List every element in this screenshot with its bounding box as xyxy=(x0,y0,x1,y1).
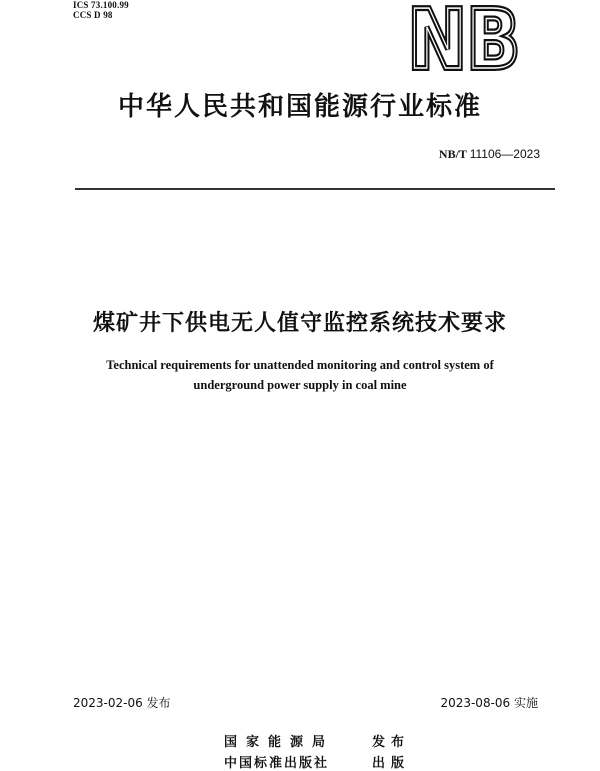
ics-code: ICS 73.100.99 xyxy=(73,0,129,10)
issuer-action: 发布 xyxy=(372,735,411,750)
publisher-name: 中国标准出版社 xyxy=(224,756,330,771)
standard-number xyxy=(439,147,540,162)
header-divider xyxy=(75,188,555,190)
issuer-name: 国家能源局 xyxy=(224,735,335,750)
nb-logo xyxy=(406,2,522,74)
organization-title: 中华人民共和国能源行业标准 xyxy=(117,92,482,122)
publisher-action: 出版 xyxy=(372,756,411,771)
implementation-date: 2023-08-06 实施 xyxy=(440,696,538,710)
title-english-line1: Technical requirements for unattended monitoring and control system of xyxy=(106,358,494,372)
title-english-line2: underground power supply in coal mine xyxy=(193,378,407,392)
standard-number-value: 11106—2023 xyxy=(469,147,540,161)
nb-logo-text: NB xyxy=(408,2,520,74)
title-chinese: 煤矿井下供电无人值守监控系统技术要求 xyxy=(92,311,507,336)
nb-logo-inline: NB xyxy=(408,2,520,74)
ccs-code: CCS D 98 xyxy=(73,10,113,20)
issue-date: 2023-02-06 发布 xyxy=(73,696,171,710)
standard-number-prefix: NB/T xyxy=(438,147,470,161)
